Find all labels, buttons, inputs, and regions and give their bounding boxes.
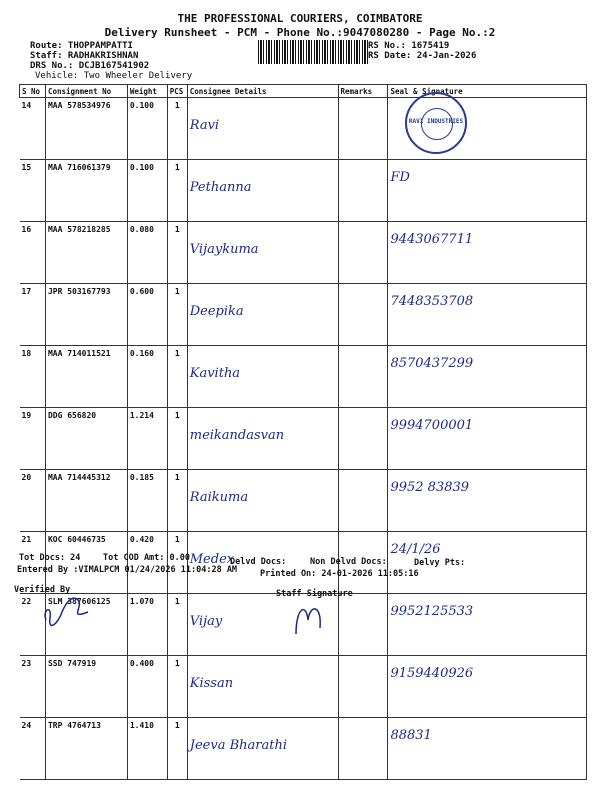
row-remarks [338,346,388,408]
row-weight: 0.160 [127,346,167,408]
row-consignee: Kissan [187,656,338,718]
rs-date: RS Date: 24-Jan-2026 [368,51,477,61]
barcode-image [258,40,368,64]
row-pcs: 1 [167,284,187,346]
row-weight: 1.214 [127,408,167,470]
row-weight: 0.400 [127,656,167,718]
route-label: Route: THOPPAMPATTI [30,41,133,51]
row-consignment-no: MAA 578218285 [45,222,127,284]
row-weight: 0.420 [127,532,167,594]
row-consignee: Deepika [187,284,338,346]
row-consignee: Jeeva Bharathi [187,718,338,780]
table-row [20,284,587,346]
row-sno: 18 [20,346,46,408]
printed-on: Printed On: 24-01-2026 11:05:16 [260,569,419,579]
company-title: THE PROFESSIONAL COURIERS, COIMBATORE [177,12,423,25]
total-docs: Tot Docs: 24 [19,553,81,563]
row-sno: 22 [20,594,46,656]
row-sno: 17 [20,284,46,346]
row-consignee: Vijay [187,594,338,656]
verifier-signature-icon [38,590,98,630]
table-row [20,98,587,160]
table-row [20,408,587,470]
col-consignment: Consignment No [45,85,127,98]
row-remarks [338,284,388,346]
row-consignee: Pethanna [187,160,338,222]
row-signature: 7448353708 [388,284,587,346]
delivered-docs: Delvd Docs: [230,557,287,567]
row-signature: 9443067711 [388,222,587,284]
table-header-row [20,85,587,98]
row-signature: FD [388,160,587,222]
row-weight: 0.100 [127,98,167,160]
row-consignment-no: MAA 578534976 [45,98,127,160]
row-sno: 23 [20,656,46,718]
table-row [20,470,587,532]
table-row [20,656,587,718]
row-consignee: Kavitha [187,346,338,408]
row-consignment-no: MAA 714445312 [45,470,127,532]
row-consignment-no: DDG 656820 [45,408,127,470]
row-sno: 19 [20,408,46,470]
row-signature: 9952 83839 [388,470,587,532]
staff-signature-icon [290,598,330,638]
row-consignment-no: SLM 387606125 [45,594,127,656]
row-remarks [338,408,388,470]
row-sno: 15 [20,160,46,222]
row-remarks [338,594,388,656]
row-sno: 20 [20,470,46,532]
row-weight: 1.070 [127,594,167,656]
table-row [20,160,587,222]
table-row [20,346,587,408]
row-consignment-no: TRP 4764713 [45,718,127,780]
entered-by: Entered By :VIMALPCM 01/24/2026 11:04:28 AM [17,565,238,575]
seal-stamp [405,92,467,154]
total-cod: Tot COD Amt: 0.00 [103,553,190,563]
row-signature: 88831 [388,718,587,780]
row-pcs: 1 [167,346,187,408]
stamp-text: RAVI INDUSTRIES [408,118,464,125]
row-pcs: 1 [167,222,187,284]
col-remarks: Remarks [338,85,388,98]
row-pcs: 1 [167,656,187,718]
row-consignment-no: SSD 747919 [45,656,127,718]
col-weight: Weight [127,85,167,98]
row-pcs: 1 [167,160,187,222]
row-weight: 1.410 [127,718,167,780]
col-consignee: Consignee Details [187,85,338,98]
row-signature: 9159440926 [388,656,587,718]
staff-label: Staff: RADHAKRISHNAN [30,51,139,61]
row-remarks [338,718,388,780]
row-weight: 0.100 [127,160,167,222]
row-weight: 0.600 [127,284,167,346]
runsheet-subtitle: Delivery Runsheet - PCM - Phone No.:9047080280 - Page No.:2 [104,26,496,39]
verified-by-label: Verified By [14,585,71,595]
table-row [20,222,587,284]
row-pcs: 1 [167,594,187,656]
row-remarks [338,470,388,532]
row-consignment-no: KOC 60446735 [45,532,127,594]
row-pcs: 1 [167,98,187,160]
row-sno: 24 [20,718,46,780]
row-consignee: Raikuma [187,470,338,532]
row-sno: 21 [20,532,46,594]
row-signature: 24/1/26 [388,532,587,594]
row-consignee: Ravi [187,98,338,160]
table-row [20,718,587,780]
row-consignment-no: JPR 503167793 [45,284,127,346]
row-remarks [338,160,388,222]
row-consignee: Medex [187,532,338,594]
row-pcs: 1 [167,532,187,594]
row-signature: 9994700001 [388,408,587,470]
row-signature: 8570437299 [388,346,587,408]
drs-number: DRS No.: DCJB167541902 [30,61,150,71]
row-sno: 14 [20,98,46,160]
row-pcs: 1 [167,470,187,532]
row-consignment-no: MAA 716061379 [45,160,127,222]
row-consignment-no: MAA 714011521 [45,346,127,408]
row-remarks [338,222,388,284]
row-consignee: meikandasvan [187,408,338,470]
vehicle-label: Vehicle: Two Wheeler Delivery [35,71,193,81]
row-weight: 0.080 [127,222,167,284]
staff-signature-label: Staff Signature [276,589,353,599]
row-remarks [338,656,388,718]
row-signature: 9952125533 [388,594,587,656]
row-pcs: 1 [167,408,187,470]
row-sno: 16 [20,222,46,284]
delivery-points: Delvy Pts: [414,558,466,568]
runsheet-table [19,84,587,780]
row-consignee: Vijaykuma [187,222,338,284]
col-sno: S No [20,85,46,98]
rs-number: RS No.: 1675419 [368,41,450,51]
col-signature: Seal & Signature [388,85,587,98]
row-remarks [338,98,388,160]
row-weight: 0.185 [127,470,167,532]
non-delivered-docs: Non Delvd Docs: [310,557,387,567]
row-pcs: 1 [167,718,187,780]
col-pcs: PCS [167,85,187,98]
